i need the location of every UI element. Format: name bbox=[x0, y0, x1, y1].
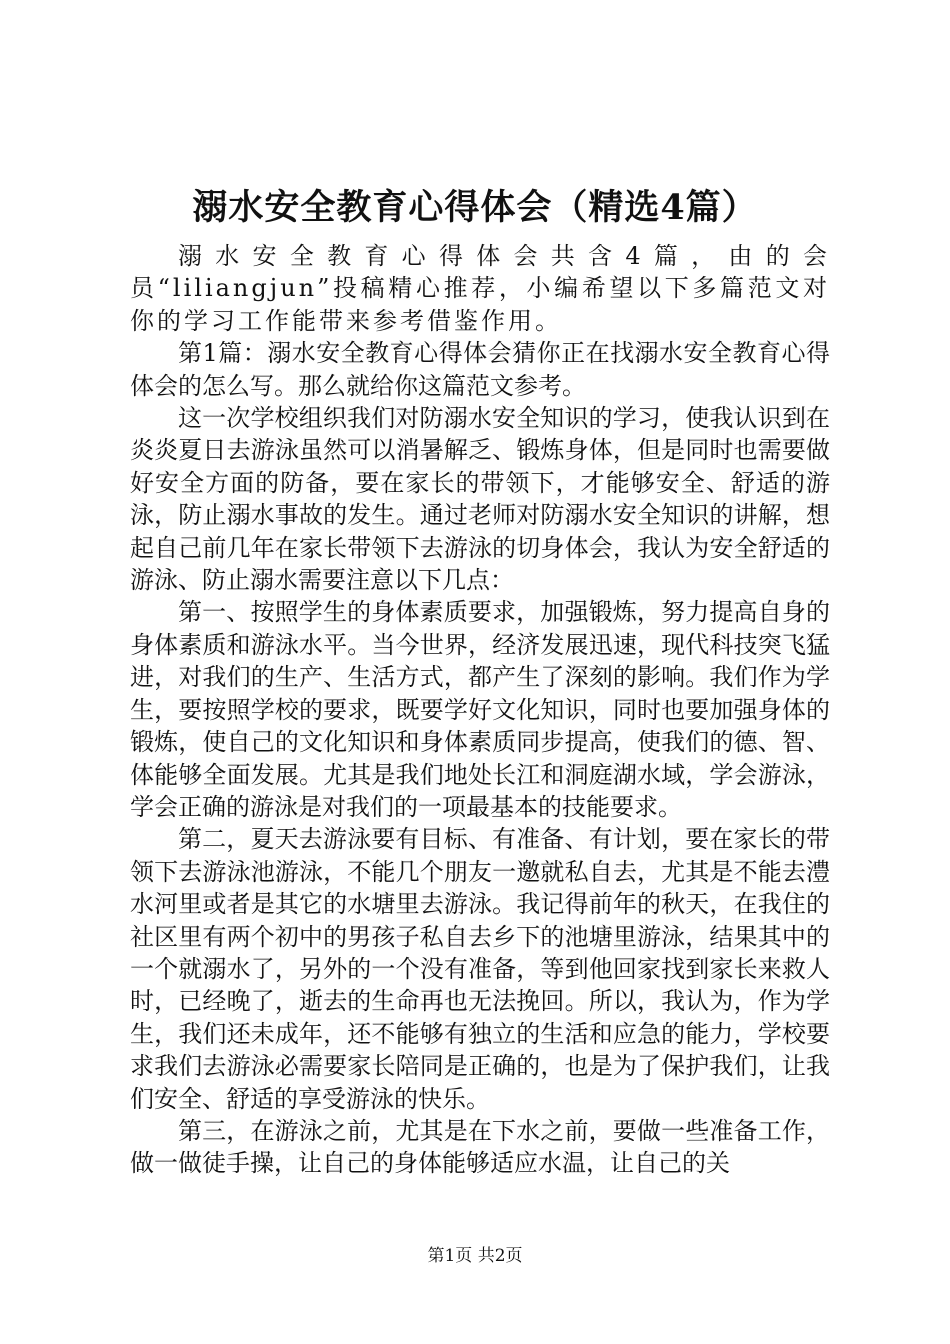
paragraph-2: 这一次学校组织我们对防溺水安全知识的学习，使我认识到在炎炎夏日去游泳虽然可以消暑解乏、锻炼身体，但是同时也需要做好安全方面的防备，要在家长的带领下，才能够安全、舒适的游泳，防止溺水事故的发生。通过老师对防溺水安全知识的讲解，想起自己前几年在家长带领下去游泳的切身体会，我认为安全舒适的游泳、防止溺水需要注意以下几点： bbox=[130, 404, 830, 595]
intro-paragraph: 溺水安全教育心得体会共含4篇，由的会员“liliangjun”投稿精心推荐，小编希望以下多篇范文对你的学习工作能带来参考借鉴作用。 bbox=[130, 242, 830, 335]
document-body bbox=[130, 240, 830, 1180]
paragraph-1: 第1篇：溺水安全教育心得体会猜你正在找溺水安全教育心得体会的怎么写。那么就给你这篇范文参考。 bbox=[130, 339, 830, 400]
paragraph-3: 第一、按照学生的身体素质要求，加强锻炼，努力提高自身的身体素质和游泳水平。当今世界，经济发展迅速，现代科技突飞猛进，对我们的生产、生活方式，都产生了深刻的影响。我们作为学生，要按照学校的要求，既要学好文化知识，同时也要加强身体的锻炼，使自己的文化知识和身体素质同步提高，使我们的德、智、体能够全面发展。尤其是我们地处长江和洞庭湖水域，学会游泳，学会正确的游泳是对我们的一项最基本的技能要求。 bbox=[130, 598, 830, 821]
page-footer: 第1页 共2页 bbox=[427, 1246, 523, 1266]
paragraph-4: 第二，夏天去游泳要有目标、有准备、有计划，要在家长的带领下去游泳池游泳，不能几个朋友一邀就私自去，尤其是不能去澧水河里或者是其它的水塘里去游泳。我记得前年的秋天，在我住的社区里有两个初中的男孩子私自去乡下的池塘里游泳，结果其中的一个就溺水了，另外的一个没有准备，等到他回家找到家长来救人时，已经晚了，逝去的生命再也无法挽回。所以，我认为，作为学生，我们还未成年，还不能够有独立的生活和应急的能力，学校要求我们去游泳必需要家长陪同是正确的，也是为了保护我们，让我们安全、舒适的享受游泳的快乐。 bbox=[130, 825, 830, 1113]
paragraph-5: 第三，在游泳之前，尤其是在下水之前，要做一些准备工作，做一做徒手操，让自己的身体能够适应水温，让自己的关 bbox=[130, 1116, 830, 1178]
document-title: 溺水安全教育心得体会（精选4篇） bbox=[192, 187, 758, 228]
